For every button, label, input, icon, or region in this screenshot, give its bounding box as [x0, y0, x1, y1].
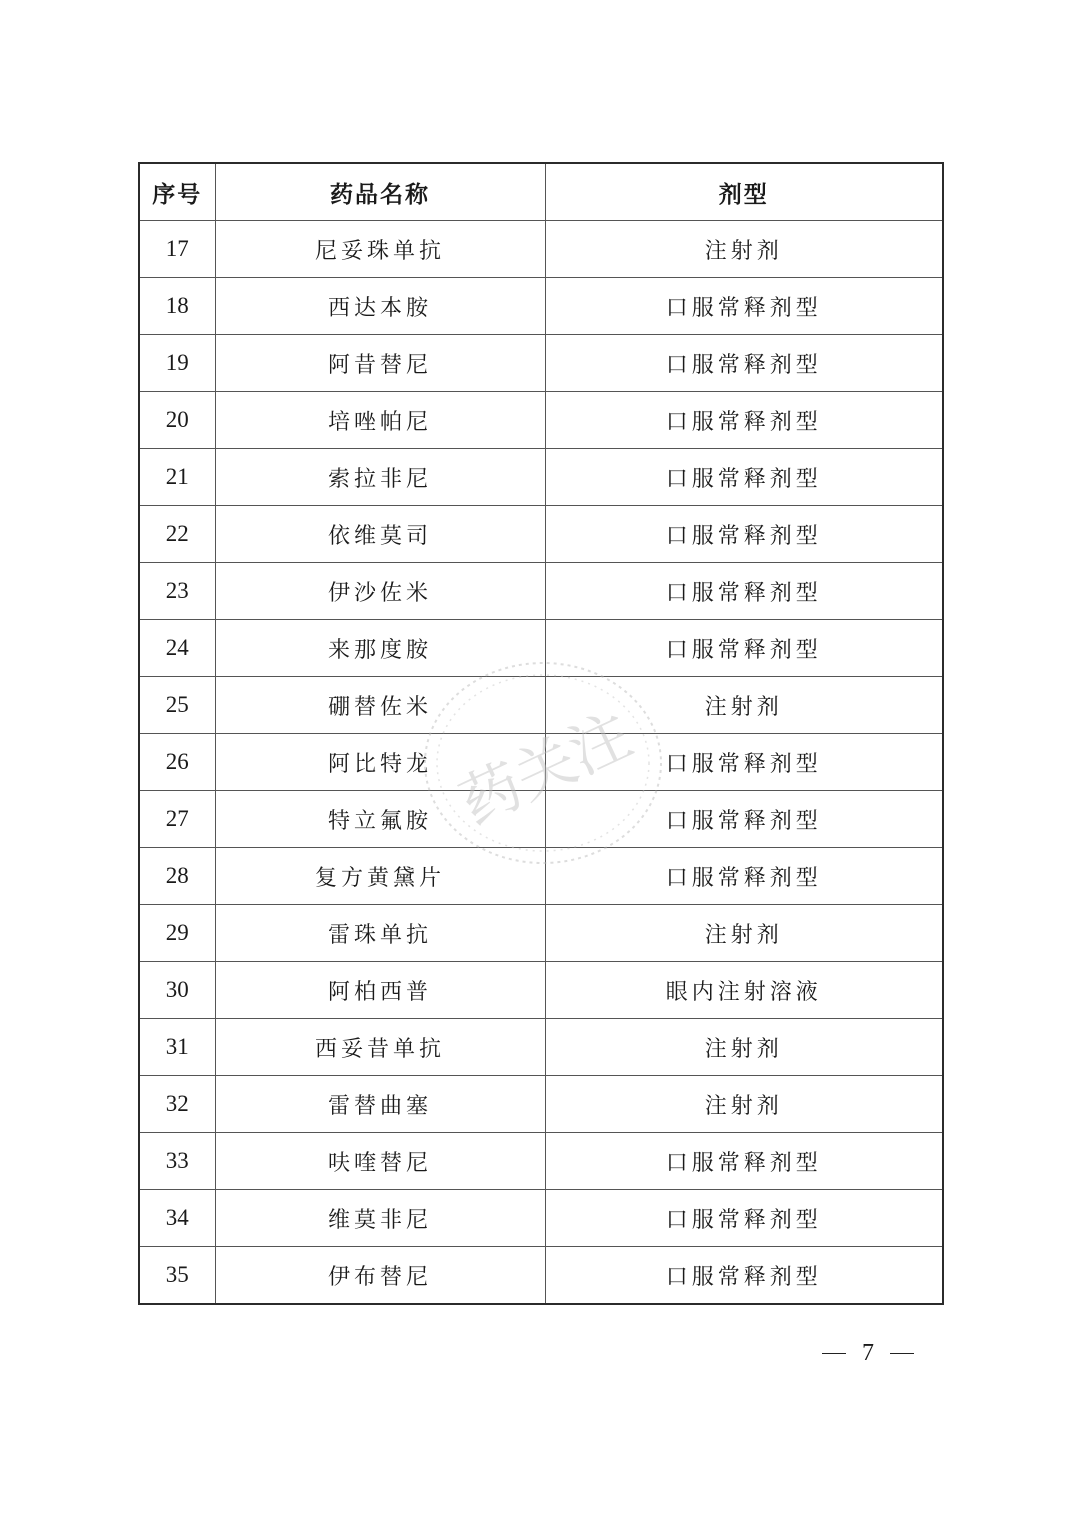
page-number: 7 [862, 1339, 874, 1366]
header-drug-name: 药品名称 [215, 163, 545, 221]
table-row [139, 905, 943, 962]
cell-drug-name: 阿柏西普 [215, 962, 545, 1019]
cell-serial-number: 20 [139, 392, 215, 449]
cell-serial-number: 28 [139, 848, 215, 905]
page-footer [808, 1336, 928, 1370]
cell-drug-name: 依维莫司 [215, 506, 545, 563]
table-row [139, 278, 943, 335]
table-row [139, 677, 943, 734]
cell-drug-name: 伊布替尼 [215, 1247, 545, 1305]
cell-serial-number: 35 [139, 1247, 215, 1305]
table-body [139, 221, 943, 1305]
table-row [139, 221, 943, 278]
table-row [139, 962, 943, 1019]
drug-list-table [138, 162, 944, 1305]
cell-dosage-form: 口服常释剂型 [545, 848, 943, 905]
cell-serial-number: 18 [139, 278, 215, 335]
cell-dosage-form: 注射剂 [545, 905, 943, 962]
cell-serial-number: 31 [139, 1019, 215, 1076]
cell-dosage-form: 注射剂 [545, 1019, 943, 1076]
table-row [139, 734, 943, 791]
cell-dosage-form: 眼内注射溶液 [545, 962, 943, 1019]
cell-serial-number: 23 [139, 563, 215, 620]
cell-dosage-form: 注射剂 [545, 1076, 943, 1133]
cell-drug-name: 雷替曲塞 [215, 1076, 545, 1133]
cell-drug-name: 复方黄黛片 [215, 848, 545, 905]
cell-drug-name: 硼替佐米 [215, 677, 545, 734]
cell-serial-number: 17 [139, 221, 215, 278]
cell-serial-number: 25 [139, 677, 215, 734]
cell-dosage-form: 口服常释剂型 [545, 1133, 943, 1190]
cell-serial-number: 26 [139, 734, 215, 791]
table-row [139, 335, 943, 392]
cell-dosage-form: 口服常释剂型 [545, 392, 943, 449]
table-row [139, 791, 943, 848]
watermark-text: 药关注 [449, 699, 643, 840]
cell-dosage-form: 口服常释剂型 [545, 1190, 943, 1247]
cell-drug-name: 尼妥珠单抗 [215, 221, 545, 278]
cell-serial-number: 19 [139, 335, 215, 392]
cell-dosage-form: 口服常释剂型 [545, 278, 943, 335]
cell-drug-name: 呋喹替尼 [215, 1133, 545, 1190]
cell-serial-number: 21 [139, 449, 215, 506]
table-row [139, 1076, 943, 1133]
cell-dosage-form: 口服常释剂型 [545, 1247, 943, 1305]
table-row [139, 506, 943, 563]
cell-dosage-form: 注射剂 [545, 677, 943, 734]
cell-serial-number: 32 [139, 1076, 215, 1133]
cell-serial-number: 29 [139, 905, 215, 962]
table-row [139, 449, 943, 506]
cell-drug-name: 特立氟胺 [215, 791, 545, 848]
table-row [139, 620, 943, 677]
table-row [139, 1133, 943, 1190]
table-row [139, 848, 943, 905]
cell-dosage-form: 口服常释剂型 [545, 563, 943, 620]
table-row [139, 1019, 943, 1076]
cell-dosage-form: 口服常释剂型 [545, 449, 943, 506]
table-row [139, 392, 943, 449]
cell-dosage-form: 口服常释剂型 [545, 791, 943, 848]
footer-dash-left [822, 1353, 846, 1354]
footer-dash-right [890, 1353, 914, 1354]
cell-serial-number: 30 [139, 962, 215, 1019]
cell-drug-name: 雷珠单抗 [215, 905, 545, 962]
cell-drug-name: 索拉非尼 [215, 449, 545, 506]
cell-serial-number: 34 [139, 1190, 215, 1247]
cell-drug-name: 阿昔替尼 [215, 335, 545, 392]
cell-serial-number: 22 [139, 506, 215, 563]
cell-serial-number: 24 [139, 620, 215, 677]
cell-dosage-form: 口服常释剂型 [545, 335, 943, 392]
table-header-row [139, 163, 943, 221]
cell-drug-name: 阿比特龙 [215, 734, 545, 791]
cell-dosage-form: 口服常释剂型 [545, 506, 943, 563]
cell-serial-number: 33 [139, 1133, 215, 1190]
cell-dosage-form: 口服常释剂型 [545, 734, 943, 791]
table-row [139, 1247, 943, 1305]
cell-drug-name: 西妥昔单抗 [215, 1019, 545, 1076]
cell-drug-name: 来那度胺 [215, 620, 545, 677]
cell-drug-name: 培唑帕尼 [215, 392, 545, 449]
table-row [139, 563, 943, 620]
header-dosage-form: 剂型 [545, 163, 943, 221]
cell-dosage-form: 注射剂 [545, 221, 943, 278]
cell-serial-number: 27 [139, 791, 215, 848]
header-serial-number: 序号 [139, 163, 215, 221]
table-row [139, 1190, 943, 1247]
cell-drug-name: 西达本胺 [215, 278, 545, 335]
cell-dosage-form: 口服常释剂型 [545, 620, 943, 677]
cell-drug-name: 维莫非尼 [215, 1190, 545, 1247]
cell-drug-name: 伊沙佐米 [215, 563, 545, 620]
